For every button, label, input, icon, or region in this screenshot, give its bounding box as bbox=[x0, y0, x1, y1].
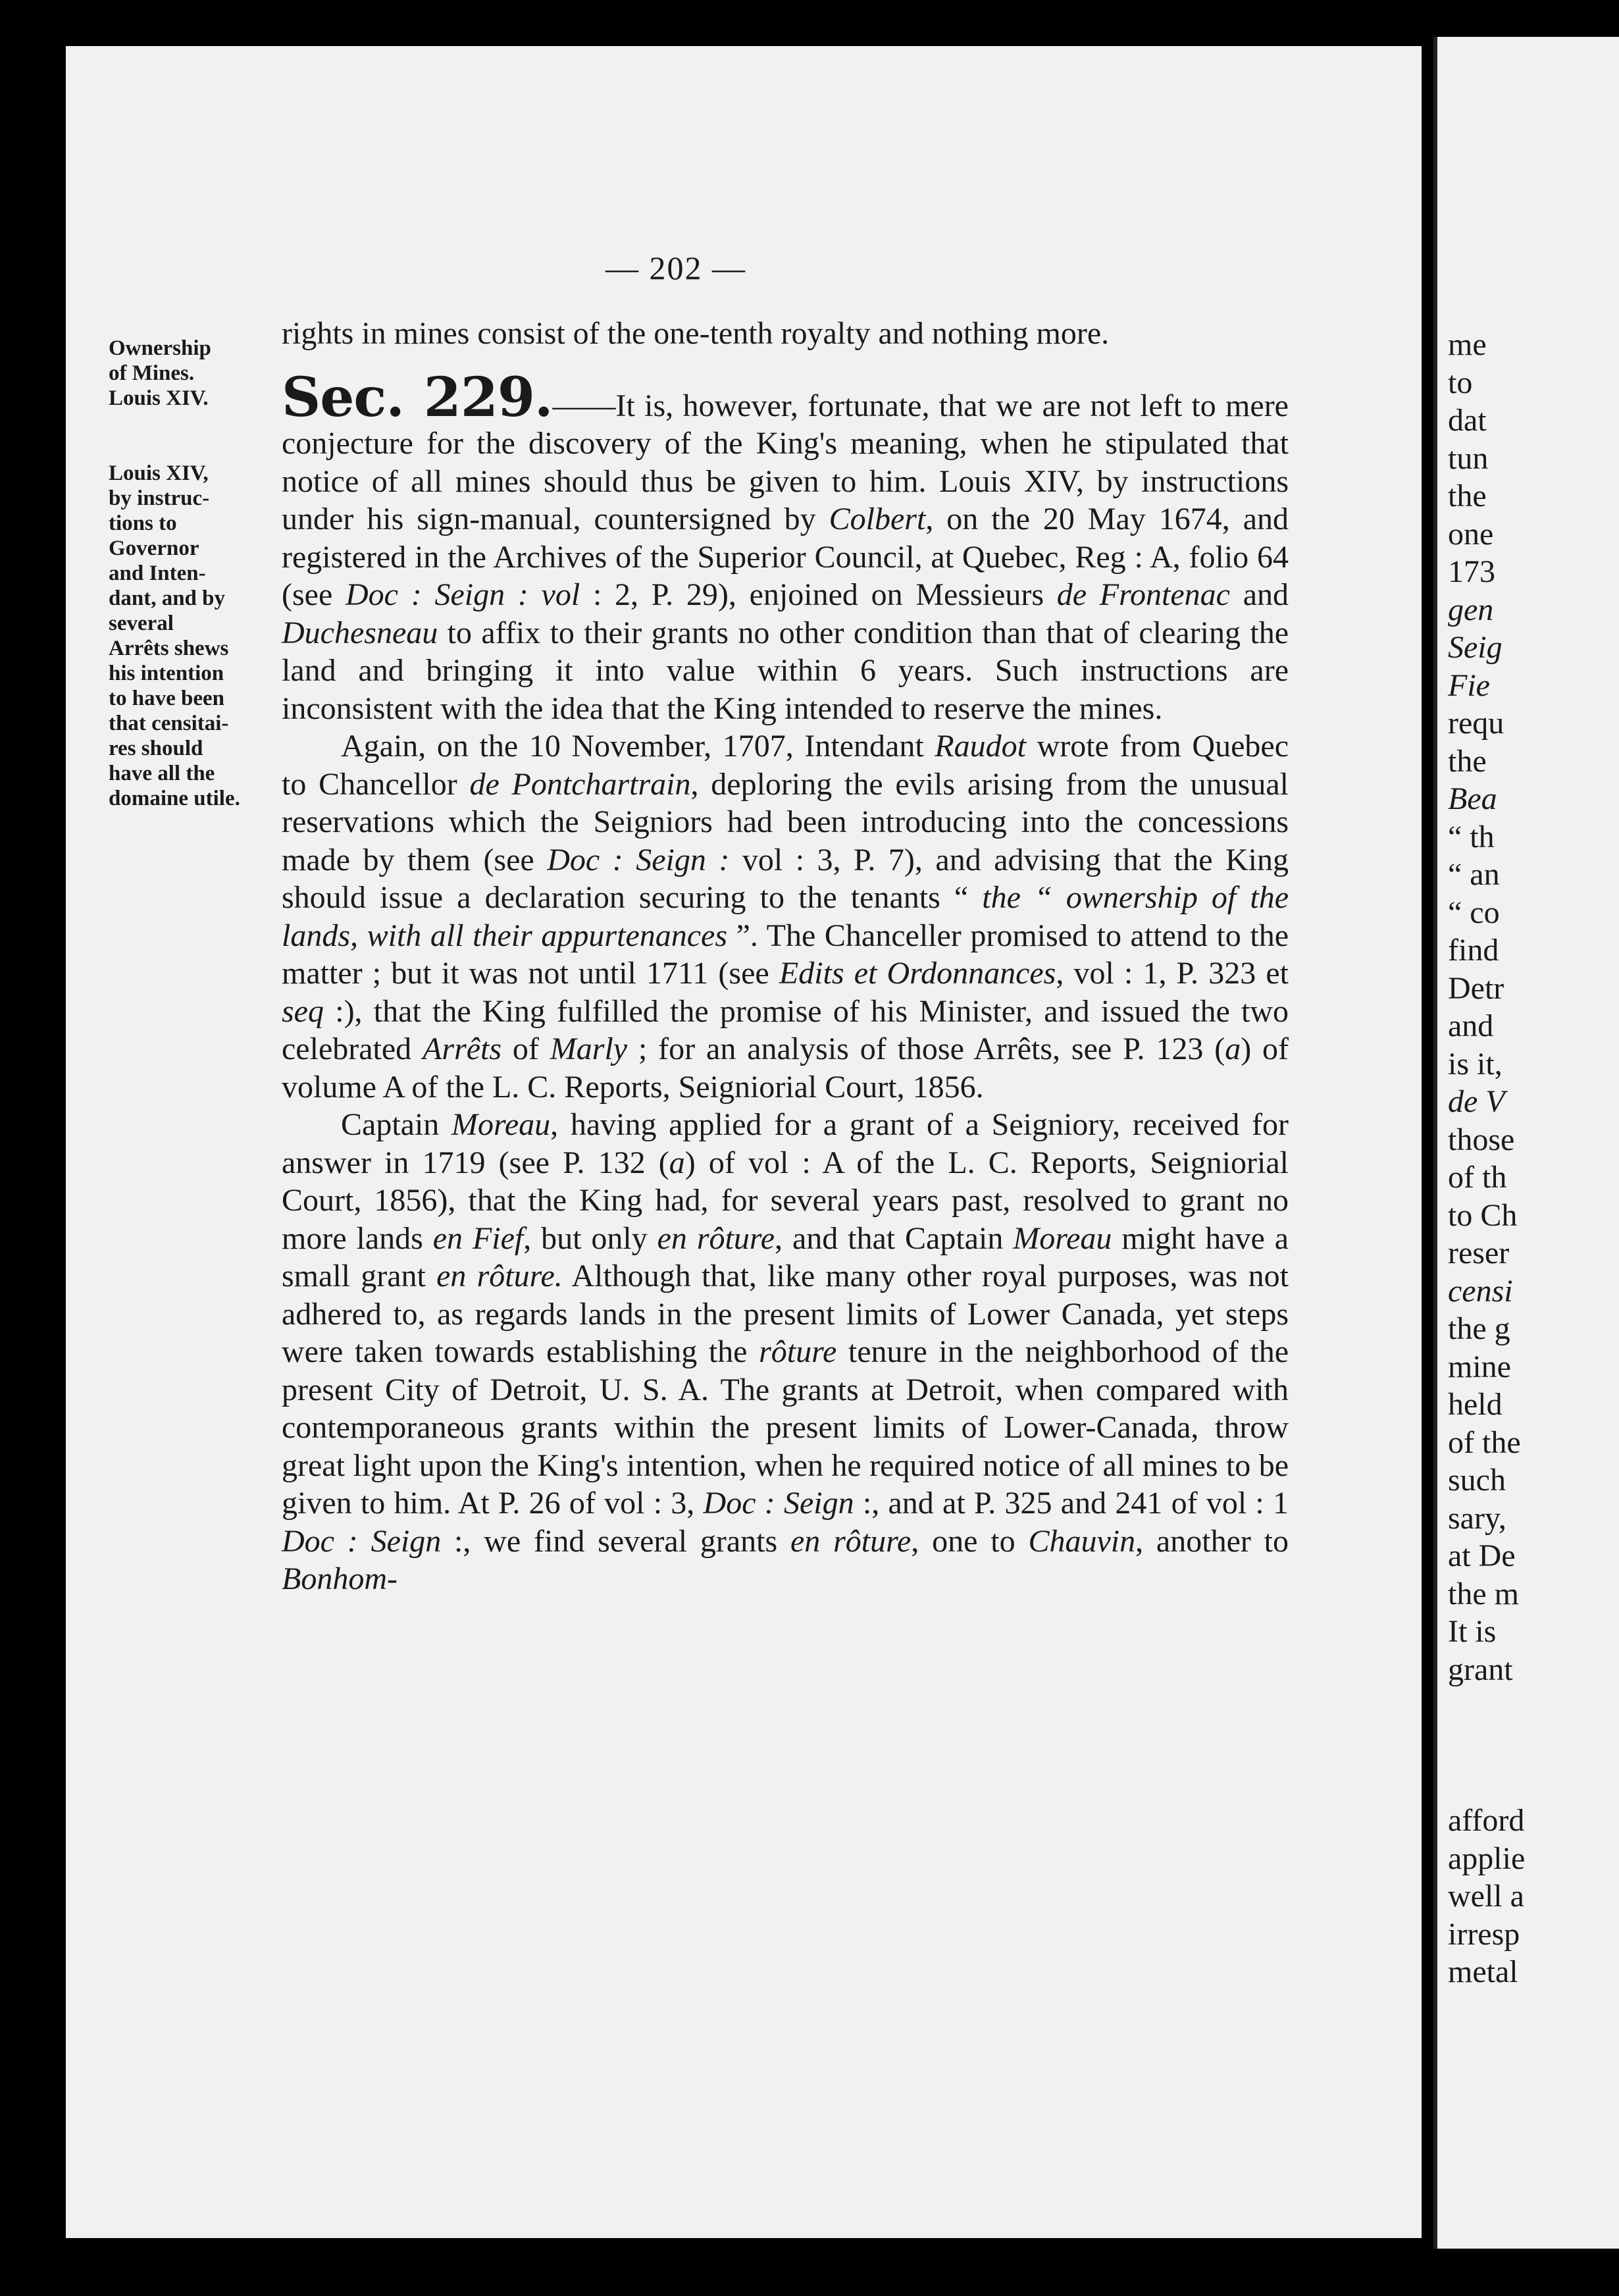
facing-line: applie bbox=[1448, 1840, 1526, 1876]
facing-line: to Ch bbox=[1448, 1197, 1518, 1233]
facing-line: Seig bbox=[1448, 630, 1503, 665]
facing-line: to bbox=[1448, 365, 1473, 400]
facing-line: the bbox=[1448, 479, 1487, 513]
facing-line: gen bbox=[1448, 592, 1494, 627]
facing-line: find bbox=[1448, 933, 1499, 968]
facing-line: requ bbox=[1448, 706, 1504, 741]
facing-line: afford bbox=[1448, 1803, 1525, 1838]
facing-gap bbox=[1448, 1688, 1619, 1802]
facing-line: at De bbox=[1448, 1538, 1516, 1573]
paragraph-continuation: rights in mines consist of the one-tenth royalty and nothing more. bbox=[282, 316, 1110, 351]
facing-line: the g bbox=[1448, 1311, 1510, 1346]
margin-note-line: several bbox=[109, 612, 174, 635]
facing-line: and bbox=[1448, 1008, 1494, 1043]
facing-line: the bbox=[1448, 743, 1487, 779]
facing-line: sary, bbox=[1448, 1500, 1506, 1536]
facing-line: It is bbox=[1448, 1614, 1497, 1649]
facing-line: the m bbox=[1448, 1576, 1519, 1611]
margin-note-line: Ownership bbox=[109, 336, 211, 360]
paragraph-sec-229: Sec. 229.——It is, however, fortunate, that we are not left to mere conjecture for the discovery of the King's meaning, when he stipulated that notice of all mines should thus be given to him. Louis XIV, by instructions under his sign-manual, countersigned by Colbert, on the 20 May 1674, and registered in the Archives of the Superior Council, at Quebec, Reg : A, folio 64 (see Doc : Seign : vol : 2, P. 29), enjoined on Messieurs de Frontenac and Duchesneau to affix to their grants no other condition than that of clearing the land and bringing it into value within 6 years. Such instructions are inconsistent with the idea that the King intended to reserve the mines. bbox=[282, 365, 1289, 726]
facing-line: metal bbox=[1448, 1954, 1518, 1989]
facing-line: grant bbox=[1448, 1652, 1513, 1687]
facing-line: irresp bbox=[1448, 1916, 1520, 1952]
margin-note-line: res should bbox=[109, 737, 203, 760]
facing-line: censi bbox=[1448, 1273, 1513, 1309]
margin-note-line: domaine utile. bbox=[109, 787, 240, 810]
paragraph-moreau: Captain Moreau, having applied for a grant of a Seigniory, received for answer in 1719 (see P. 132 (a) of vol : A of the L. C. Reports, Seigniorial Court, 1856), that the King had, for several years past, resolved to grant no more lands en Fief, but only en rôture, and that Captain Moreau might have a small grant en rôture. Although that, like many other royal purposes, was not adhered to, as regards lands in the present limits of Lower Canada, yet steps were taken towards establishing the rôture tenure in the neighborhood of the present City of Detroit, U. S. A. The grants at Detroit, when compared with contemporaneous grants within the present limits of Lower-Canada, throw great light upon the King's intention, when he required notice of all mines to be given to him. At P. 26 of vol : 3, Doc : Seign :, and at P. 325 and 241 of vol : 1 Doc : Seign :, we find several grants en rôture, one to Chauvin, another to Bonhom- bbox=[282, 1107, 1289, 1596]
facing-line: me bbox=[1448, 327, 1487, 362]
margin-note-line: dant, and by bbox=[109, 587, 226, 610]
facing-line: held bbox=[1448, 1387, 1503, 1422]
body-text bbox=[282, 315, 1289, 1598]
facing-line: “ th bbox=[1448, 819, 1495, 854]
margin-note-ownership bbox=[109, 336, 211, 411]
facing-line: “ co bbox=[1448, 895, 1500, 930]
facing-line: such bbox=[1448, 1463, 1506, 1498]
section-heading: Sec. 229. bbox=[282, 365, 553, 429]
facing-line: well a bbox=[1448, 1879, 1524, 1914]
facing-line: of the bbox=[1448, 1424, 1521, 1460]
facing-line: “ an bbox=[1448, 857, 1500, 892]
facing-line: Bea bbox=[1448, 781, 1497, 816]
facing-line: one bbox=[1448, 516, 1494, 552]
facing-line: Fie bbox=[1448, 667, 1490, 703]
margin-note-line: Arrêts shews bbox=[109, 637, 229, 660]
margin-note-line: and Inten- bbox=[109, 561, 206, 585]
facing-line: tun bbox=[1448, 440, 1489, 476]
margin-note-line: tions to bbox=[109, 511, 177, 535]
facing-line: dat bbox=[1448, 403, 1487, 438]
margin-note-line: to have been bbox=[109, 687, 224, 710]
margin-note-line: Governor bbox=[109, 536, 199, 560]
margin-note-line: his intention bbox=[109, 662, 224, 685]
facing-line: de V bbox=[1448, 1084, 1505, 1119]
margin-note-line: of Mines. bbox=[109, 361, 195, 385]
margin-note-line: have all the bbox=[109, 762, 215, 785]
margin-note-louis-xiv bbox=[109, 461, 240, 811]
margin-note-line: that censitai- bbox=[109, 712, 229, 735]
margin-note-line: by instruc- bbox=[109, 486, 210, 510]
facing-line: mine bbox=[1448, 1349, 1511, 1384]
facing-line: Detr bbox=[1448, 970, 1504, 1006]
facing-line: 173 bbox=[1448, 554, 1495, 589]
margin-note-line: Louis XIV, bbox=[109, 461, 209, 485]
facing-line: is it, bbox=[1448, 1046, 1503, 1082]
facing-line: reser bbox=[1448, 1236, 1510, 1270]
facing-page-text bbox=[1448, 326, 1619, 1991]
paragraph-raudot: Again, on the 10 November, 1707, Intendant Raudot wrote from Quebec to Chancellor de Pontchartrain, deploring the evils arising from the unusual reservations which the Seigniors had been introducing into the concessions made by them (see Doc : Seign : vol : 3, P. 7), and advising that the King should issue a declaration securing to the tenants “ the “ ownership of the lands, with all their appurtenances ”. The Chanceller promised to attend to the matter ; but it was not until 1711 (see Edits et Ordonnances, vol : 1, P. 323 et seq :), that the King fulfilled the promise of his Minister, and issued the two celebrated Arrêts of Marly ; for an analysis of those Arrêts, see P. 123 (a) of volume A of the L. C. Reports, Seigniorial Court, 1856. bbox=[282, 729, 1289, 1105]
facing-line: those bbox=[1448, 1122, 1515, 1157]
margin-note-line: Louis XIV. bbox=[109, 386, 209, 410]
facing-line: of th bbox=[1448, 1160, 1507, 1195]
page-number: — 202 — bbox=[605, 249, 746, 286]
